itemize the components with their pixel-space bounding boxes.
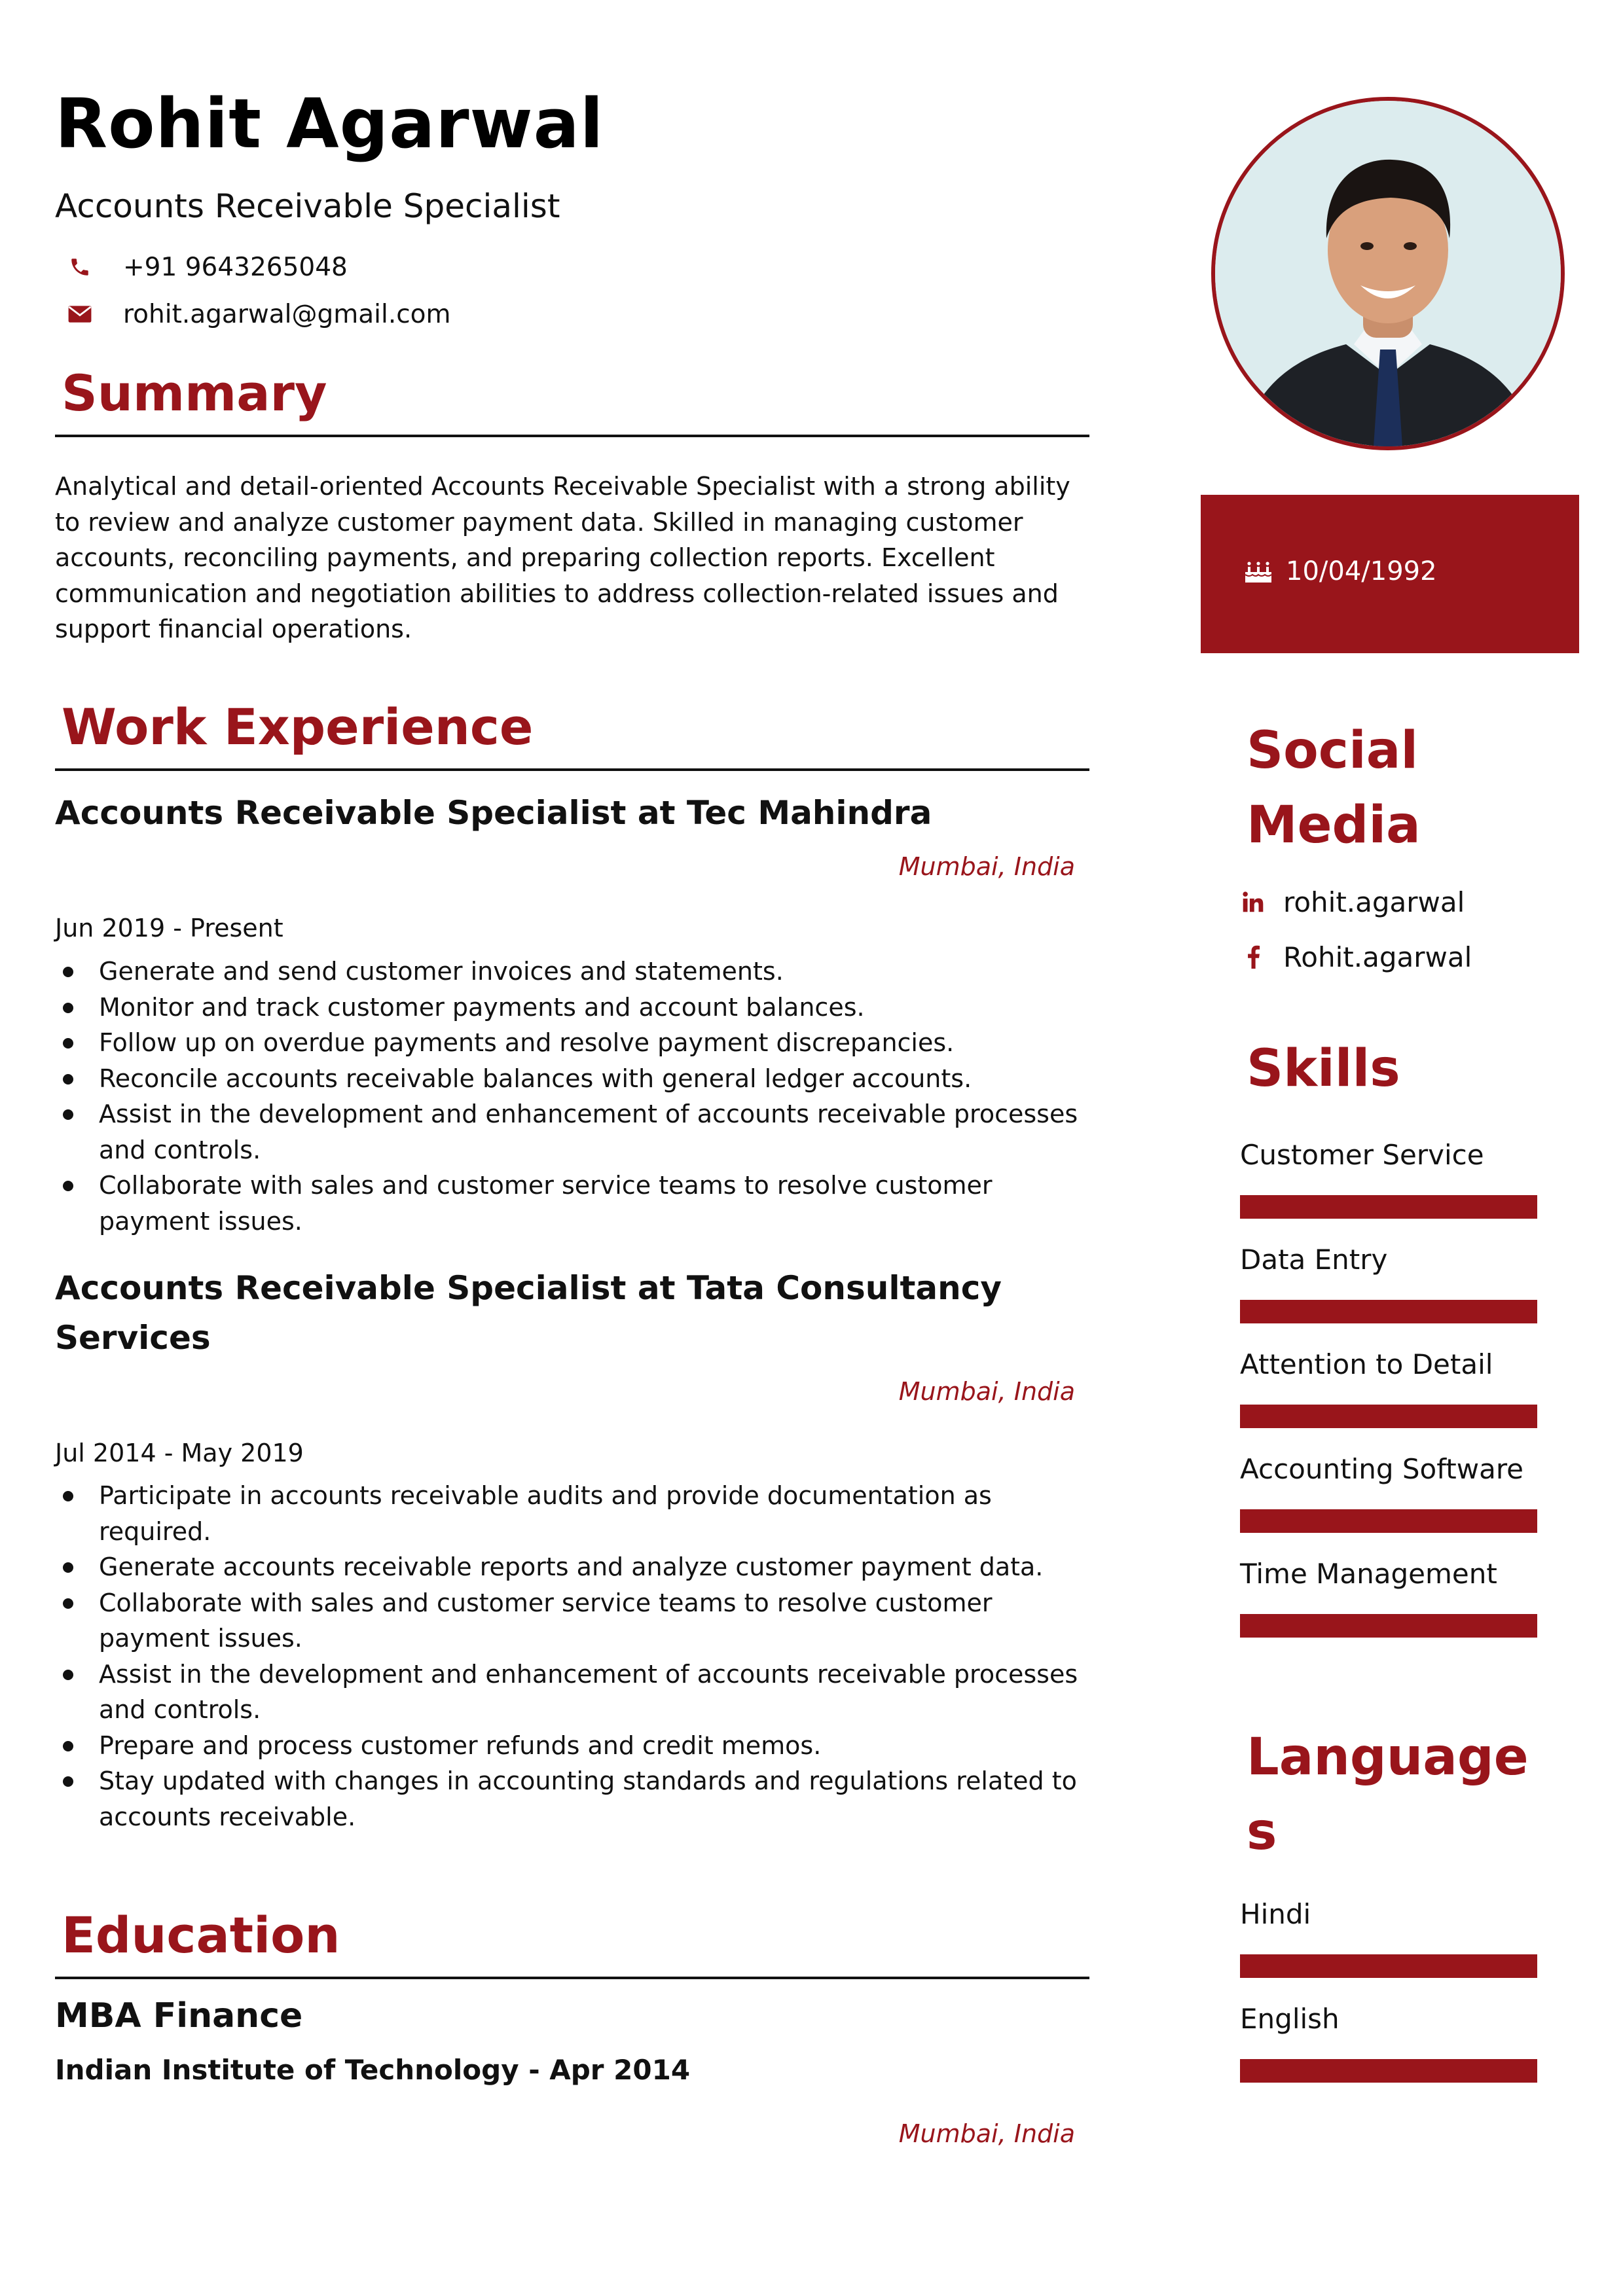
language-level-fill — [1240, 1954, 1537, 1978]
list-item: Assist in the development and enhancement of accounts receivable processes and controls. — [55, 1657, 1089, 1728]
languages-heading: Language s — [1247, 1728, 1529, 1861]
profile-photo — [1211, 97, 1565, 450]
linkedin-handle: rohit.agarwal — [1283, 886, 1465, 918]
list-item: Collaborate with sales and customer service teams to resolve customer payment issues. — [55, 1168, 1089, 1239]
skill-level-fill — [1240, 1614, 1537, 1638]
phone-row — [55, 247, 348, 287]
job-1-title: Accounts Receivable Specialist at Tec Mahindra — [55, 794, 932, 832]
skills-heading: Skills — [1247, 1039, 1400, 1098]
skill-level-fill — [1240, 1405, 1537, 1428]
skill-level-fill — [1240, 1509, 1537, 1533]
envelope-icon — [65, 300, 94, 329]
education-location: Mumbai, India — [898, 2119, 1075, 2148]
experience-divider — [55, 768, 1089, 771]
email-row — [55, 295, 451, 334]
job-2-dates: Jul 2014 - May 2019 — [55, 1439, 304, 1467]
language-level-bar — [1240, 1954, 1537, 1978]
linkedin-icon — [1240, 889, 1266, 915]
summary-text: Analytical and detail-oriented Accounts Receivable Specialist with a strong ability to review and analyze customer payment data. Skilled in managing customer accounts, reconciling payments, and preparing collection reports. Excellent communication and negotiation abilities to address collection-related issues and support financial operations. — [55, 472, 1070, 643]
list-item: Prepare and process customer refunds and credit memos. — [55, 1728, 1089, 1764]
list-item: Generate accounts receivable reports and analyze customer payment data. — [55, 1549, 1089, 1585]
job-1-location: Mumbai, India — [898, 852, 1075, 881]
skill-level-bar — [1240, 1509, 1537, 1533]
job-1-bullets — [55, 954, 1089, 1239]
list-item: Monitor and track customer payments and account balances. — [55, 990, 1089, 1026]
summary-heading: Summary — [62, 364, 327, 422]
candidate-name: Rohit Agarwal — [55, 84, 604, 164]
social-linkedin[interactable] — [1240, 882, 1465, 922]
facebook-icon — [1240, 944, 1266, 970]
skill-level-fill — [1240, 1195, 1537, 1219]
date-of-birth: 10/04/1992 — [1286, 556, 1437, 586]
skill-label: Data Entry — [1240, 1244, 1388, 1276]
job-2-title: Accounts Receivable Specialist at Tata Consultancy Services — [55, 1269, 1002, 1357]
language-level-bar — [1240, 2059, 1537, 2083]
skill-label: Attention to Detail — [1240, 1348, 1493, 1380]
skill-level-bar — [1240, 1405, 1537, 1428]
language-level-fill — [1240, 2059, 1537, 2083]
education-school: Indian Institute of Technology - Apr 2014 — [55, 2054, 691, 2086]
social-facebook[interactable] — [1240, 937, 1472, 977]
social-media-heading: Social Media — [1247, 721, 1421, 855]
skill-label: Customer Service — [1240, 1139, 1484, 1171]
list-item: Stay updated with changes in accounting standards and regulations related to accounts receivable. — [55, 1763, 1089, 1835]
email-address: rohit.agarwal@gmail.com — [123, 299, 451, 329]
list-item: Follow up on overdue payments and resolve payment discrepancies. — [55, 1025, 1089, 1061]
language-label: Hindi — [1240, 1898, 1311, 1930]
job-2-location: Mumbai, India — [898, 1377, 1075, 1406]
skill-level-bar — [1240, 1300, 1537, 1323]
facebook-handle: Rohit.agarwal — [1283, 941, 1472, 973]
list-item: Reconcile accounts receivable balances with general ledger accounts. — [55, 1061, 1089, 1097]
job-2-bullets — [55, 1478, 1089, 1835]
experience-heading: Work Experience — [62, 698, 534, 756]
list-item: Collaborate with sales and customer service teams to resolve customer payment issues. — [55, 1585, 1089, 1657]
skill-label: Accounting Software — [1240, 1453, 1524, 1485]
education-divider — [55, 1977, 1089, 1979]
skill-label: Time Management — [1240, 1558, 1497, 1590]
education-heading: Education — [62, 1906, 340, 1964]
list-item: Participate in accounts receivable audits and provide documentation as required. — [55, 1478, 1089, 1549]
skill-level-fill — [1240, 1300, 1537, 1323]
job-1-dates: Jun 2019 - Present — [55, 914, 283, 942]
list-item: Assist in the development and enhancement of accounts receivable processes and controls. — [55, 1096, 1089, 1168]
dob-box — [1201, 495, 1579, 653]
list-item: Generate and send customer invoices and statements. — [55, 954, 1089, 990]
skill-level-bar — [1240, 1195, 1537, 1219]
language-label: English — [1240, 2003, 1340, 2035]
phone-number: +91 9643265048 — [123, 252, 348, 282]
education-degree: MBA Finance — [55, 1996, 303, 2036]
phone-icon — [65, 253, 94, 281]
skill-level-bar — [1240, 1614, 1537, 1638]
summary-divider — [55, 435, 1089, 437]
job-title: Accounts Receivable Specialist — [55, 187, 560, 225]
birthday-cake-icon — [1244, 558, 1273, 586]
